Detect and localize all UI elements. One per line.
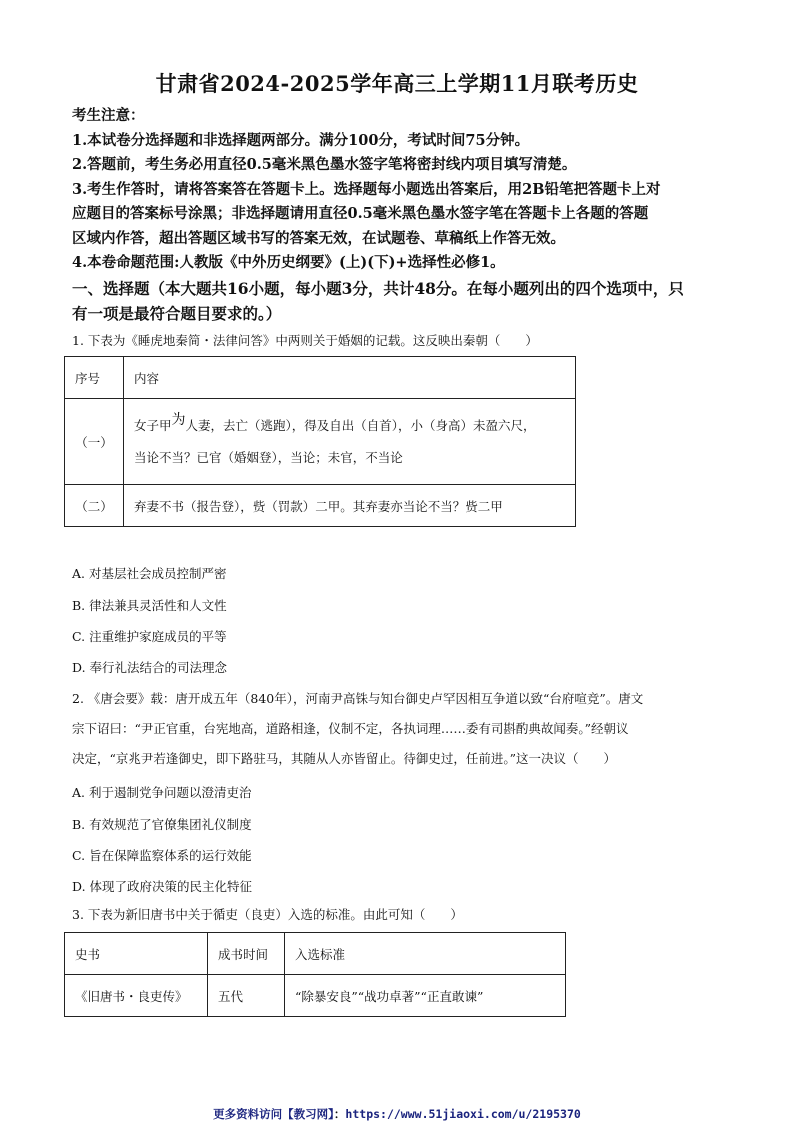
table-header-cell: 史书: [65, 933, 208, 975]
table-cell: 《旧唐书・良吏传》: [65, 975, 208, 1017]
table-header-cell: 成书时间: [208, 933, 285, 975]
row-content-text: 弃妻不书（报告登），赀（罚款）二甲。其弃妻亦当论不当？赀二甲: [124, 485, 576, 527]
row-number: （二）: [65, 485, 124, 527]
q1-stem: 1. 下表为《睡虎地秦简・法律问答》中两则关于婚姻的记载。这反映出秦朝（ ）: [72, 333, 538, 348]
q1-option-a: A. 对基层社会成员控制严密: [72, 566, 227, 581]
q2-option-b: B. 有效规范了官僚集团礼仪制度: [72, 817, 252, 832]
q3-table: [64, 932, 566, 1017]
footer-label: 更多资料访问【教习网】: [213, 1107, 334, 1121]
q2-stem-line: 2. 《唐会要》载：唐开成五年（840年），河南尹高铢与知台御史卢罕因相互争道以致“台府喧竞”。唐文: [72, 691, 644, 706]
footer: [0, 1106, 794, 1122]
q1-option-c: C. 注重维护家庭成员的平等: [72, 629, 227, 644]
notice-block: [72, 104, 732, 276]
table-header-cell: 入选标准: [285, 933, 566, 975]
notice-line: 3.考生作答时，请将答案答在答题卡上。选择题每小题选出答案后，用2B铅笔把答题卡上对: [72, 180, 661, 198]
q2-stem-line: 决定，“京兆尹若逢御史，即下路驻马，其随从人亦皆留止。待御史过，任前进。”这一决议（ ）: [72, 751, 617, 766]
table-row: [65, 399, 576, 485]
table-row: [65, 975, 566, 1017]
q3-stem: 3. 下表为新旧唐书中关于循吏（良吏）入选的标准。由此可知（ ）: [72, 907, 463, 922]
row-content-text: 当论不当？已官（婚姻登），当论；未官，不当论: [134, 449, 403, 465]
table-cell: “除暴安良”“战功卓著”“正直敢谏”: [285, 975, 566, 1017]
q2-option-c: C. 旨在保障监察体系的运行效能: [72, 848, 252, 863]
q1-table: [64, 356, 576, 527]
row-content: [124, 399, 576, 485]
notice-line: 2.答题前，考生务必用直径0.5毫米黑色墨水签字笔将密封线内项目填写清楚。: [72, 156, 577, 173]
table-row: [65, 485, 576, 527]
notice-heading: 考生注意：: [72, 107, 145, 124]
table-cell: 五代: [208, 975, 285, 1017]
q2-option-d: D. 体现了政府决策的民主化特征: [72, 879, 253, 894]
footer-link[interactable]: https://www.51jiaoxi.com/u/2195370: [345, 1107, 581, 1121]
q1-option-d: D. 奉行礼法结合的司法理念: [72, 660, 228, 675]
notice-line: 4.本卷命题范围:人教版《中外历史纲要》(上)(下)+选择性必修1。: [72, 254, 505, 271]
notice-line: 1.本试卷分选择题和非选择题两部分。满分100分，考试时间75分钟。: [72, 131, 530, 149]
table-header-cell: 序号: [65, 357, 124, 399]
row-content-text: 女子甲: [134, 417, 172, 433]
page-title: 甘肃省2024-2025学年高三上学期11月联考历史: [155, 71, 639, 96]
table-header-cell: 内容: [124, 357, 576, 399]
q2-option-a: A. 利于遏制党争问题以澄清吏治: [72, 785, 252, 800]
row-content-text: 人妻，去亡（逃跑），得及自出（自首），小（身高）未盈六尺，: [185, 417, 536, 433]
section-heading-line: 有一项是最符合题目要求的。）: [72, 304, 282, 323]
table-header-row: [65, 357, 576, 399]
table-header-row: [65, 933, 566, 975]
row-content-sup: 为: [171, 411, 186, 428]
section-heading-line: 一、选择题（本大题共16小题，每小题3分，共计48分。在每小题列出的四个选项中，只: [72, 279, 684, 298]
q2-stem-line: 宗下诏曰：“尹正官重，台宪地高，道路相逢，仪制不定，各执词理……委有司斟酌典故闻奏。”经朝议: [72, 721, 629, 736]
row-number: （一）: [65, 399, 124, 485]
section-heading: [72, 276, 732, 326]
footer-separator: ：: [333, 1107, 346, 1121]
q1-option-b: B. 律法兼具灵活性和人文性: [72, 598, 227, 613]
notice-line: 应题目的答案标号涂黑；非选择题请用直径0.5毫米黑色墨水签字笔在答题卡上各题的答题: [72, 205, 649, 222]
notice-line: 区域内作答，超出答题区域书写的答案无效，在试题卷、草稿纸上作答无效。: [72, 229, 565, 247]
q2-stem: [72, 684, 732, 774]
